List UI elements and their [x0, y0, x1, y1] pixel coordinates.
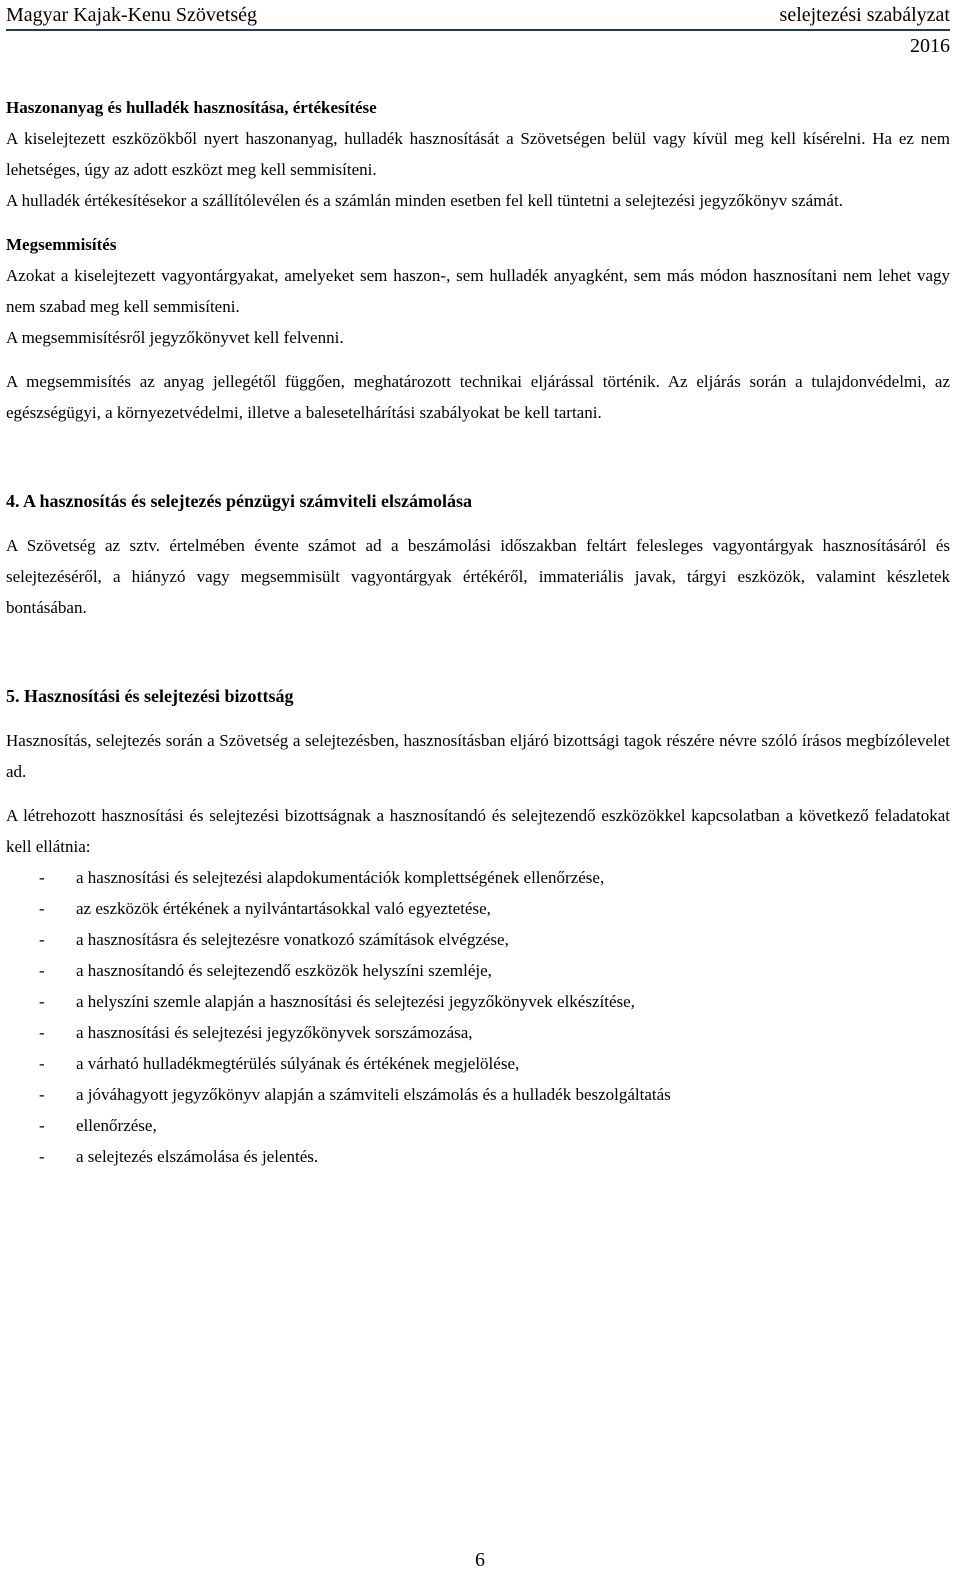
- paragraph: A létrehozott hasznosítási és selejtezési bizottságnak a hasznosítandó és selejtezendő eszközökkel kapcsolatban a következő feladatokat kell ellátnia:: [6, 806, 950, 856]
- document-body: [6, 92, 950, 1172]
- task-list: [6, 862, 950, 1172]
- paragraph: A kiselejtezett eszközökből nyert haszonanyag, hulladék hasznosítását a Szövetségen belül vagy kívül meg kell kísérelni. Ha ez nem lehetséges, úgy az adott eszközt meg kell semmisíteni.: [6, 129, 950, 179]
- paragraph: Hasznosítás, selejtezés során a Szövetség a selejtezésben, hasznosításban eljáró bizottsági tagok részére névre szóló írásos megbízólevelet ad.: [6, 731, 950, 781]
- paragraph: A Szövetség az sztv. értelmében évente számot ad a beszámolási időszakban feltárt felesleges vagyontárgyak hasznosításáról és selejtezéséről, a hiányzó vagy megsemmisült vagyontárgyak értékéről, immateriális javak, tárgyi eszközök, valamint készletek bontásában.: [6, 536, 950, 617]
- page-header: [6, 0, 950, 31]
- section-heading-4: 4. A hasznosítás és selejtezés pénzügyi számviteli elszámolása: [6, 491, 472, 511]
- page-number: 6: [475, 1549, 485, 1571]
- header-organization: Magyar Kajak-Kenu Szövetség: [6, 4, 258, 26]
- header-document-title: selejtezési szabályzat: [779, 4, 950, 26]
- list-item: - a hasznosításra és selejtezésre vonatkozó számítások elvégzése,: [39, 930, 509, 949]
- list-item: - a selejtezés elszámolása és jelentés.: [39, 1147, 319, 1166]
- paragraph: A hulladék értékesítésekor a szállítólevélen és a számlán minden esetben fel kell tüntetni a selejtezési jegyzőkönyv számát.: [6, 191, 843, 210]
- paragraph: Azokat a kiselejtezett vagyontárgyakat, amelyeket sem haszon-, sem hulladék anyagként, sem más módon hasznosítani nem lehet vagy nem szabad meg kell semmisíteni.: [6, 266, 950, 316]
- section-title-megsemmisites: Megsemmisítés: [6, 235, 117, 254]
- list-item: - az eszközök értékének a nyilvántartásokkal való egyeztetése,: [39, 899, 491, 918]
- section-heading-5: 5. Hasznosítási és selejtezési bizottság: [6, 686, 294, 706]
- section-title-haszonanyag: Haszonanyag és hulladék hasznosítása, értékesítése: [6, 98, 377, 117]
- list-item: - a hasznosítási és selejtezési alapdokumentációk komplettségének ellenőrzése,: [39, 868, 605, 887]
- paragraph: A megsemmisítésről jegyzőkönyvet kell felvenni.: [6, 328, 344, 347]
- list-item: - a hasznosítási és selejtezési jegyzőkönyvek sorszámozása,: [39, 1023, 473, 1042]
- list-item: - a várható hulladékmegtérülés súlyának és értékének megjelölése,: [39, 1054, 520, 1073]
- list-item: - ellenőrzése,: [39, 1116, 157, 1135]
- list-item: - a helyszíni szemle alapján a hasznosítási és selejtezési jegyzőkönyvek elkészítése,: [39, 992, 635, 1011]
- paragraph: A megsemmisítés az anyag jellegétől függően, meghatározott technikai eljárással történik. Az eljárás során a tulajdonvédelmi, az egészségügyi, a környezetvédelmi, illetve a balesetelhárítási szabályokat be kell tartani.: [6, 372, 950, 422]
- header-year: 2016: [910, 35, 950, 57]
- list-item: - a jóváhagyott jegyzőkönyv alapján a számviteli elszámolás és a hulladék beszolgáltatás: [39, 1085, 671, 1104]
- list-item: - a hasznosítandó és selejtezendő eszközök helyszíni szemléje,: [39, 961, 492, 980]
